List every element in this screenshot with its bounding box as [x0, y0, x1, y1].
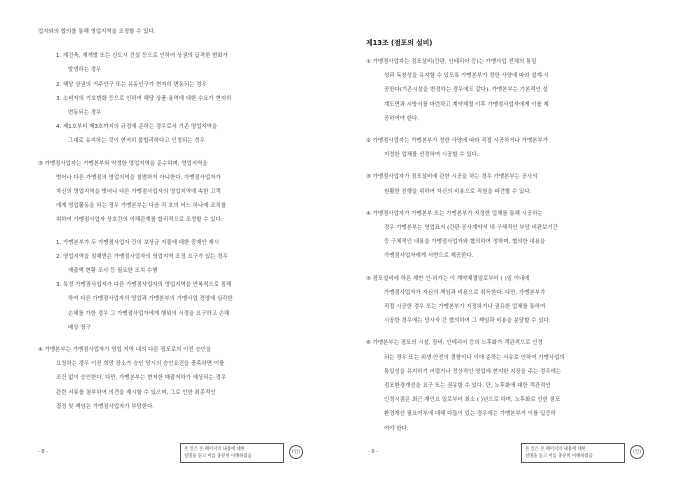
- text-line: 환경개선 필요여부에 대해 다툼이 있는 경우에는 가맹본부가 이를 입증하: [384, 411, 556, 418]
- text-line: 되는 경우 또는 위생·안전의 결함이나 이에 준하는 사유로 인하여 가맹사업의: [384, 354, 565, 361]
- text-line: 직접 시공한 경우 또는 가맹본부가 지정하거나 권유한 업체를 통하여: [384, 304, 546, 311]
- clause-2: [366, 134, 634, 162]
- text-line: 지정한 업체를 선정하여 시공할 수 있다.: [384, 152, 479, 159]
- clause-5: [366, 272, 634, 329]
- numbered-list-2: [38, 236, 308, 335]
- page-number: - 9 -: [368, 449, 378, 455]
- right-page: [340, 0, 680, 481]
- list-item: 4. 제1호부터 제3호까지의 규정에 준하는 경우로서 기존 영업지역을: [56, 124, 218, 131]
- list-item-continuation: 하여 다른 가맹점사업자의 영업과 가맹본부의 가맹사업 경영에 심각한: [68, 296, 233, 303]
- clause-3: [366, 170, 634, 198]
- text-line: ④ 가맹점사업자가 가맹본부 또는 가맹본부가 지정한 업체를 통해 시공하는: [366, 210, 543, 217]
- notice-line: 설명을 듣고 이를 충분히 이해하였음: [184, 454, 252, 459]
- signature-seal[interactable]: (인): [630, 445, 644, 459]
- list-item-continuation: 손해를 가한 경우 그 가맹점사업자에게 행위의 시정을 요구하고 손해: [68, 310, 230, 317]
- list-item-continuation: 재출액 현황 조사 등 필요한 조치 수행: [68, 268, 158, 275]
- text-line: 취하여 가맹점사업자 상호간의 이해관계를 합리적으로 조정할 수 있다.: [56, 217, 223, 224]
- article-heading: 제13조 (점포의 설비): [366, 39, 433, 47]
- list-item-continuation: 변동되는 경우: [68, 110, 102, 117]
- list-item-continuation: 그대로 유지하는 것이 현저히 불합리하다고 인정되는 경우: [68, 138, 205, 145]
- text-line: ⑥ 가맹본부는 점포의 시설, 장비, 인테리어 등의 노후화가 객관적으로 인정: [366, 340, 543, 347]
- text-line: ③ 가맹점사업자는 가맹본부와 약정한 영업지역을 준수하며, 영업지역을: [38, 160, 208, 167]
- text-line: 가맹점사업자에게 서면으로 제공한다.: [384, 253, 474, 260]
- numbered-list-1: [38, 49, 308, 148]
- text-line: 경우 가맹본부는 영업표지 (간판·공사계약서 내 구체적인 부당·비판보기간: [384, 225, 558, 232]
- text-line: 벗어나 다른 가맹점의 영업지역을 침범하지 아니한다. 가맹점사업자가: [56, 174, 221, 181]
- text-line: 관련 서류를 첨부하여 의견을 제시할 수 있으며, 그로 인한 최종적인: [56, 389, 216, 396]
- text-line: 등 구체적인 내용을 가맹점사업자와 협의하여 정하며, 협의한 내용을: [384, 239, 546, 246]
- text-line: 결정 및 책임은 가맹점사업자가 부담한다.: [56, 403, 155, 410]
- notice-line: 본 인은 본 페이지의 내용에 대한: [184, 447, 245, 452]
- page-number: - 8 -: [38, 449, 48, 455]
- confirmation-notice: [521, 443, 625, 463]
- clause-1: [366, 55, 634, 126]
- text-line: 가맹점사업자가 자신의 책임과 비용으로 취득한다. 다만, 가맹본부가: [384, 289, 546, 296]
- text-line: 성과 독창성을 유지할 수 있도록 가맹본부가 정한 사양에 따라 설계·시: [384, 73, 549, 80]
- notice-line: 본 인은 본 페이지의 내용에 대한: [525, 447, 586, 452]
- notice-line: 설명을 듣고 이를 충분히 이해하였음: [525, 454, 593, 459]
- list-item: 2. 해당 상권의 거주인구 또는 유동인구가 현저히 변동되는 경우: [56, 81, 207, 88]
- text-line: 계도면과 시방서를 마련하고 계약체결 이후 가맹점사업자에게 이를 제: [384, 101, 549, 108]
- text-line: ③ 가맹점사업자가 점포설비에 관한 시공을 하는 경우 가맹본부는 공사의: [366, 174, 538, 181]
- list-item: 3. 특정 가맹점사업자가 다른 가맹점사업자의 영업지역을 반복적으로 침해: [56, 282, 232, 289]
- text-line: ⑤ 점포설비에 하른 제반 인·허가는 이 계약체결일로부터 ( )일 이내에: [366, 275, 530, 282]
- intro-paragraph: [38, 25, 308, 39]
- text-line: 인정시점은 최근 재인요 일로부터 최소 ( )년으로 하며, 노후화로 인한 점포: [384, 397, 561, 404]
- list-item: 2. 영업지역을 침해받은 가맹점사업자의 영업지역 조정 요구가 있는 경우: [56, 253, 228, 260]
- list-item-continuation: 발생하는 경우: [68, 67, 102, 74]
- text-line: 업자와의 합의를 통해 영업지역을 조정할 수 있다.: [38, 29, 156, 35]
- list-item: 1. 재건축, 재개발 또는 신도시 건설 등으로 인하여 상권의 급격한 변화가: [56, 53, 228, 60]
- text-line: ④ 가맹본부는 가맹점사업자가 영업 지역 내의 다른 점포로의 이전 승인을: [38, 347, 212, 354]
- text-line: 시공한 경우에는 당사자 간 협의하여 그 책임과 비용을 분담할 수 있다.: [384, 318, 551, 325]
- list-item: 1. 가맹본부가 두 가맹점사업자 간의 보상금 지불에 대한 중재안 제시: [56, 239, 220, 246]
- signature-seal[interactable]: (인): [289, 445, 303, 459]
- text-line: 공하여야 한다.: [384, 115, 420, 122]
- list-item-continuation: 배상 청구: [68, 324, 91, 331]
- paragraph-3: [38, 157, 308, 228]
- text-line: 공한다(기존시설을 변경하는 경우에도 같다). 가맹본부는 기본적인 설: [384, 87, 548, 94]
- text-line: 여야 한다.: [384, 425, 409, 432]
- text-line: 에게 영업활동을 하는 경우 가맹본부는 다음 각 호의 어느 하나에 조치를: [56, 203, 227, 210]
- text-line: ② 가맹점사업자는 가맹본부가 정한 사양에 따라 직접 시공하거나 가맹본부가: [366, 138, 548, 145]
- text-line: 원활한 진행을 위하여 자신의 비용으로 직원을 파견할 수 있다.: [384, 188, 532, 195]
- right-page-content: [366, 25, 634, 444]
- left-page-content: [38, 25, 308, 422]
- text-line: 요청하는 경우 이전 희망 장소가 승인 당시의 승인요건을 충족하면 이를: [56, 361, 225, 368]
- text-line: 점포환경개선을 요구 또는 권유할 수 있다. 단, 노후화에 대한 객관적인: [384, 383, 551, 390]
- text-line: 조건 없이 승인한다. 다만, 가맹본부는 현저한 매출저하가 예상되는 경우: [56, 375, 227, 382]
- paragraph-4: [38, 343, 308, 414]
- clause-4: [366, 207, 634, 264]
- list-item: 3. 소비자의 기호변화 등으로 인하여 해당 상품·용역에 대한 수요가 현저히: [56, 95, 232, 102]
- text-line: ① 가맹점사업자는 점포설비(간판, 인테리어 등)는 가맹사업 전체의 통일: [366, 59, 537, 65]
- clause-6: [366, 336, 634, 435]
- confirmation-notice: [180, 443, 284, 463]
- text-line: 자신의 영업지역을 벗어나 다른 가맹점사업자의 영업지역에 속한 고객: [56, 189, 221, 196]
- text-line: 통일성을 유지하기 어렵거나 정상적인 영업에 현저한 지장을 주는 경우에는: [384, 368, 562, 375]
